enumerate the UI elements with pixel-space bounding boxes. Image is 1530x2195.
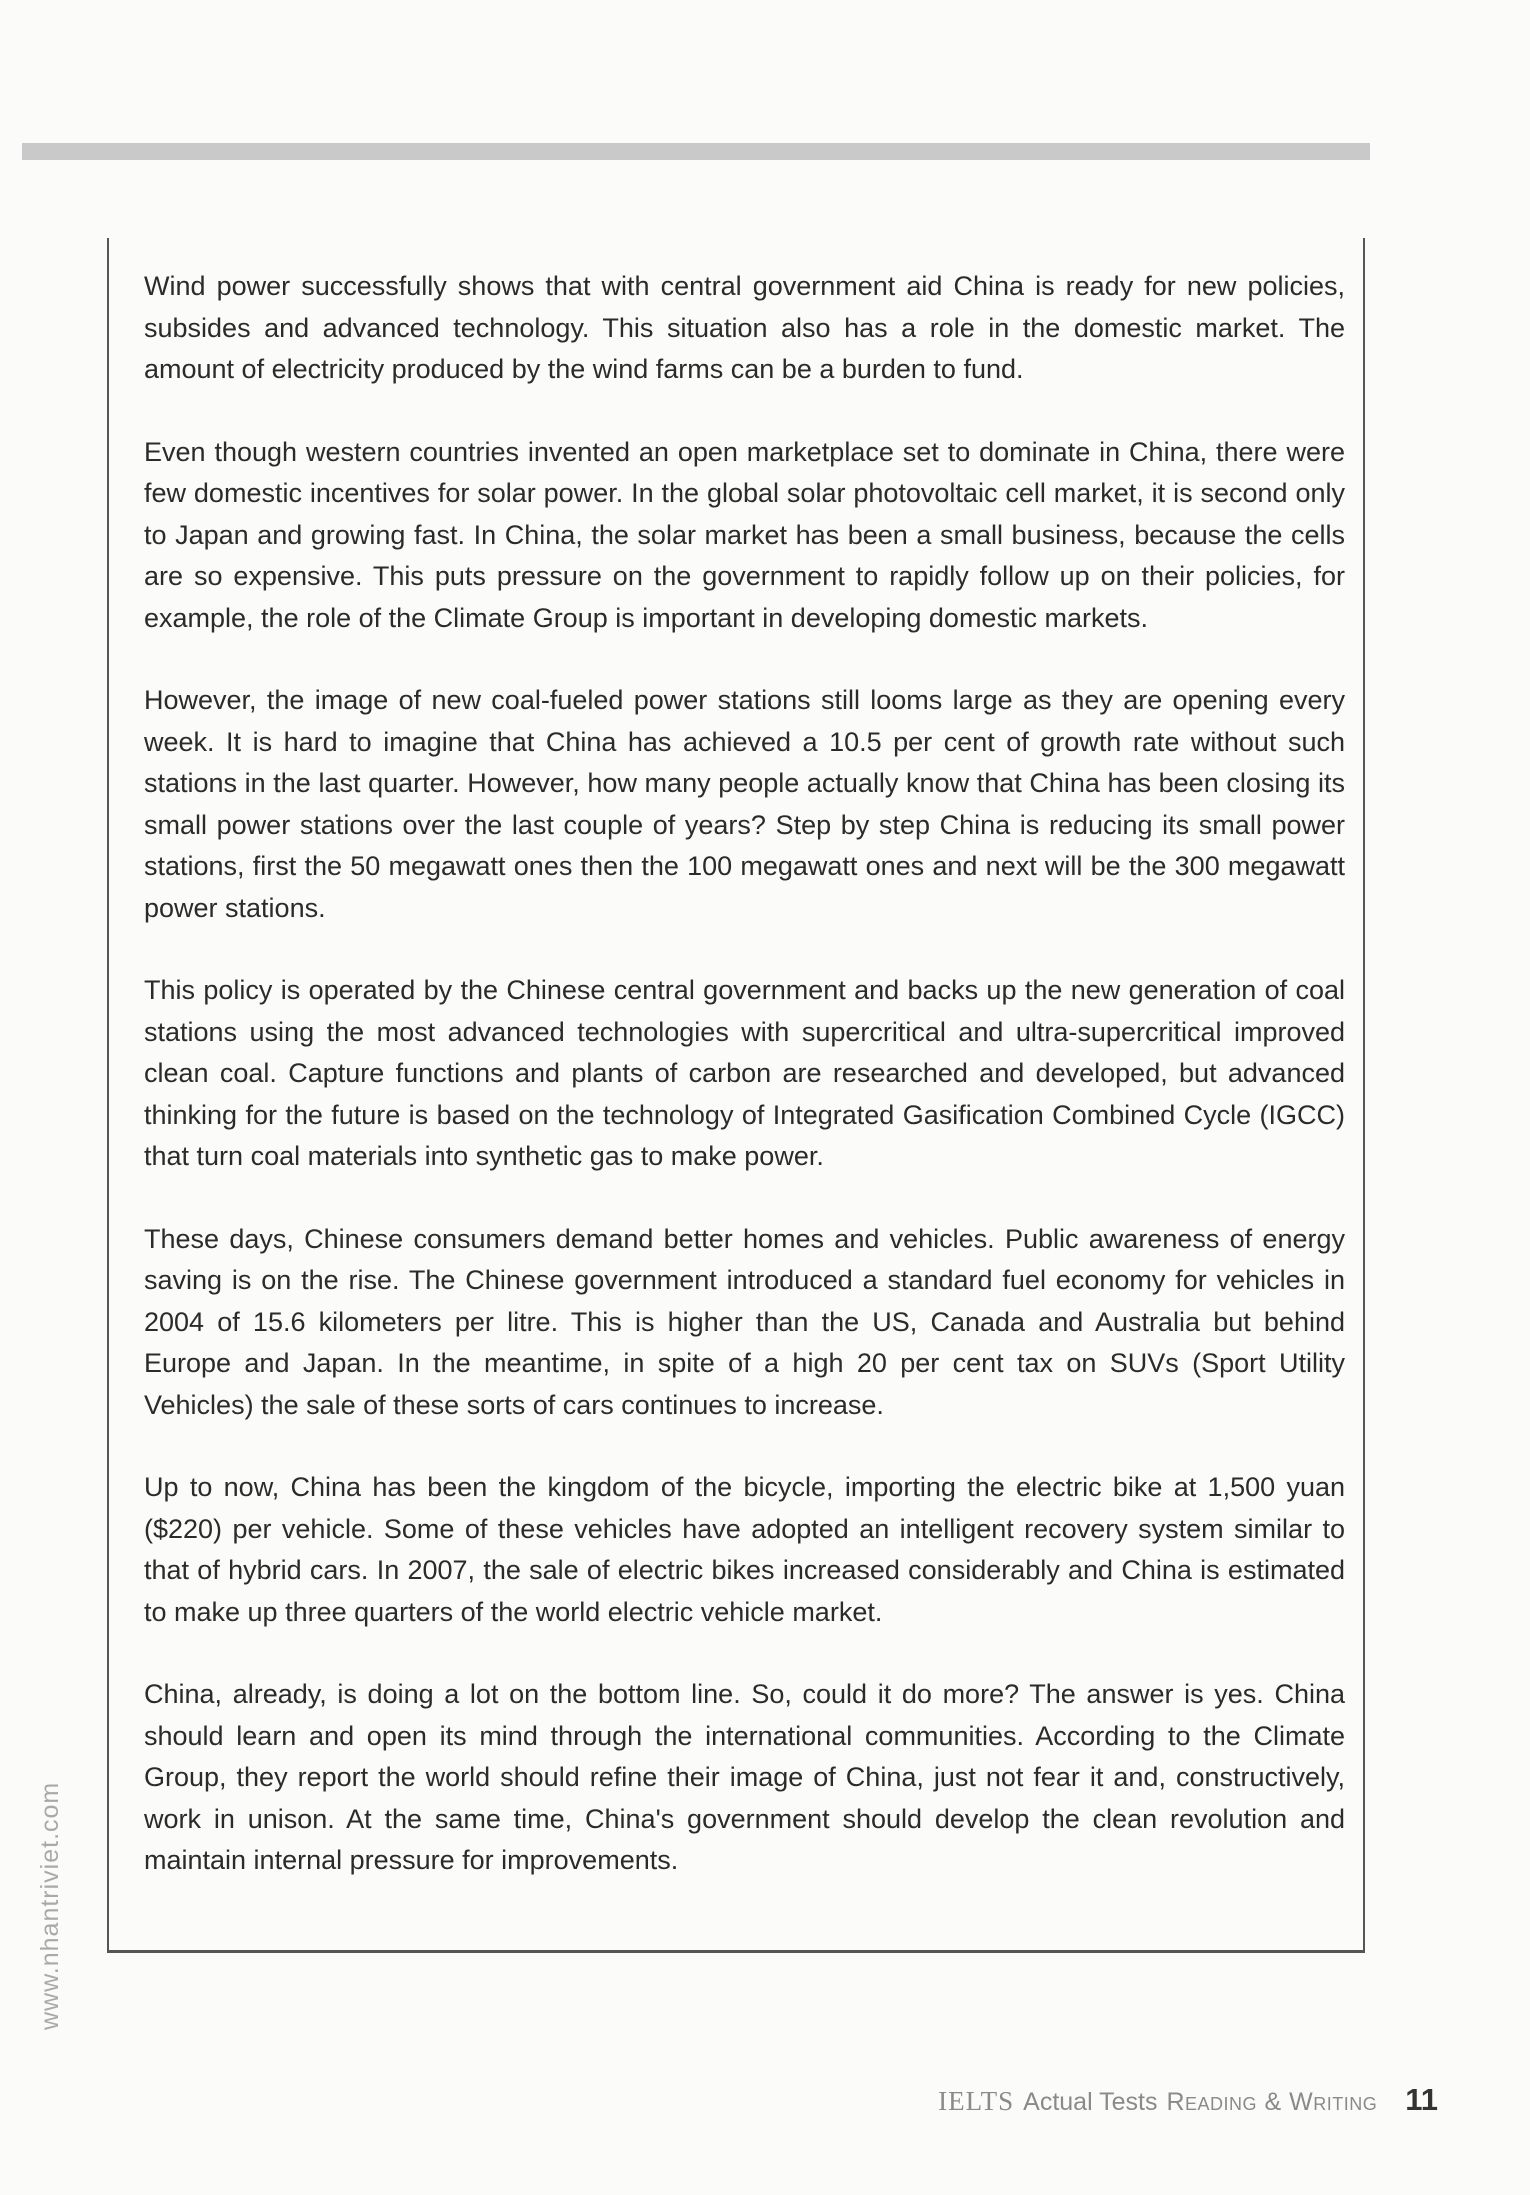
page-number: 11 <box>1405 2082 1438 2117</box>
passage-paragraph: China, already, is doing a lot on the bottom line. So, could it do more? The answer is yes. China should learn and open its mind through the international communities. According to the Climate Group, they report the world should refine their image of China, just not fear it and, constructively, work in unison. At the same time, China's government should develop the clean revolution and maintain internal pressure for improvements. <box>144 1679 1345 1875</box>
passage-paragraph: These days, Chinese consumers demand better homes and vehicles. Public awareness of energy saving is on the rise. The Chinese government introduced a standard fuel economy for vehicles in 2004 of 15.6 kilometers per litre. This is higher than the US, Canada and Australia but behind Europe and Japan. In the meantime, in spite of a high 20 per cent tax on SUVs (Sport Utility Vehicles) the sale of these sorts of cars continues to increase. <box>144 1223 1345 1420</box>
page-footer <box>938 2082 1438 2118</box>
passage-paragraph: Wind power successfully shows that with central government aid China is ready for new policies, subsides and advanced technology. This situation also has a role in the domestic market. The amount of electricity produced by the wind farms can be a burden to fund. <box>144 271 1345 384</box>
footer-reading-writing: Reading & Writing <box>1166 2088 1378 2116</box>
passage-paragraph: Even though western countries invented an open marketplace set to dominate in China, there were few domestic incentives for solar power. In the global solar photovoltaic cell market, it is second only to Japan and growing fast. In China, the solar market has been a small business, because the cells are so expensive. This puts pressure on the government to rapidly follow up on their policies, for example, the role of the Climate Group is important in developing domestic markets. <box>144 436 1345 633</box>
passage-paragraph: Up to now, China has been the kingdom of the bicycle, importing the electric bike at 1,500 yuan ($220) per vehicle. Some of these vehicles have adopted an intelligent recovery system similar to that of hybrid cars. In 2007, the sale of electric bikes increased considerably and China is estimated to make up three quarters of the world electric vehicle market. <box>144 1472 1345 1627</box>
footer-actual-tests: Actual Tests <box>1023 2088 1158 2116</box>
passage-paragraph: However, the image of new coal-fueled power stations still looms large as they are opening every week. It is hard to imagine that China has achieved a 10.5 per cent of growth rate without such stations in the last quarter. However, how many people actually know that China has been closing its small power stations over the last couple of years? Step by step China is reducing its small power stations, first the 50 megawatt ones then the 100 megawatt ones and next will be the 300 megawatt power stations. <box>144 685 1345 923</box>
reading-passage <box>107 238 1365 1953</box>
website-watermark: www.nhantriviet.com <box>36 1781 64 2030</box>
header-band <box>22 143 1370 160</box>
passage-paragraph: This policy is operated by the Chinese central government and backs up the new generation of coal stations using the most advanced technologies with supercritical and ultra-supercritical improved clean coal. Capture functions and plants of carbon are researched and developed, but advanced thinking for the future is based on the technology of Integrated Gasification Combined Cycle (IGCC) that turn coal materials into synthetic gas to make power. <box>144 975 1345 1171</box>
footer-ielts: IELTS <box>938 2086 1015 2116</box>
